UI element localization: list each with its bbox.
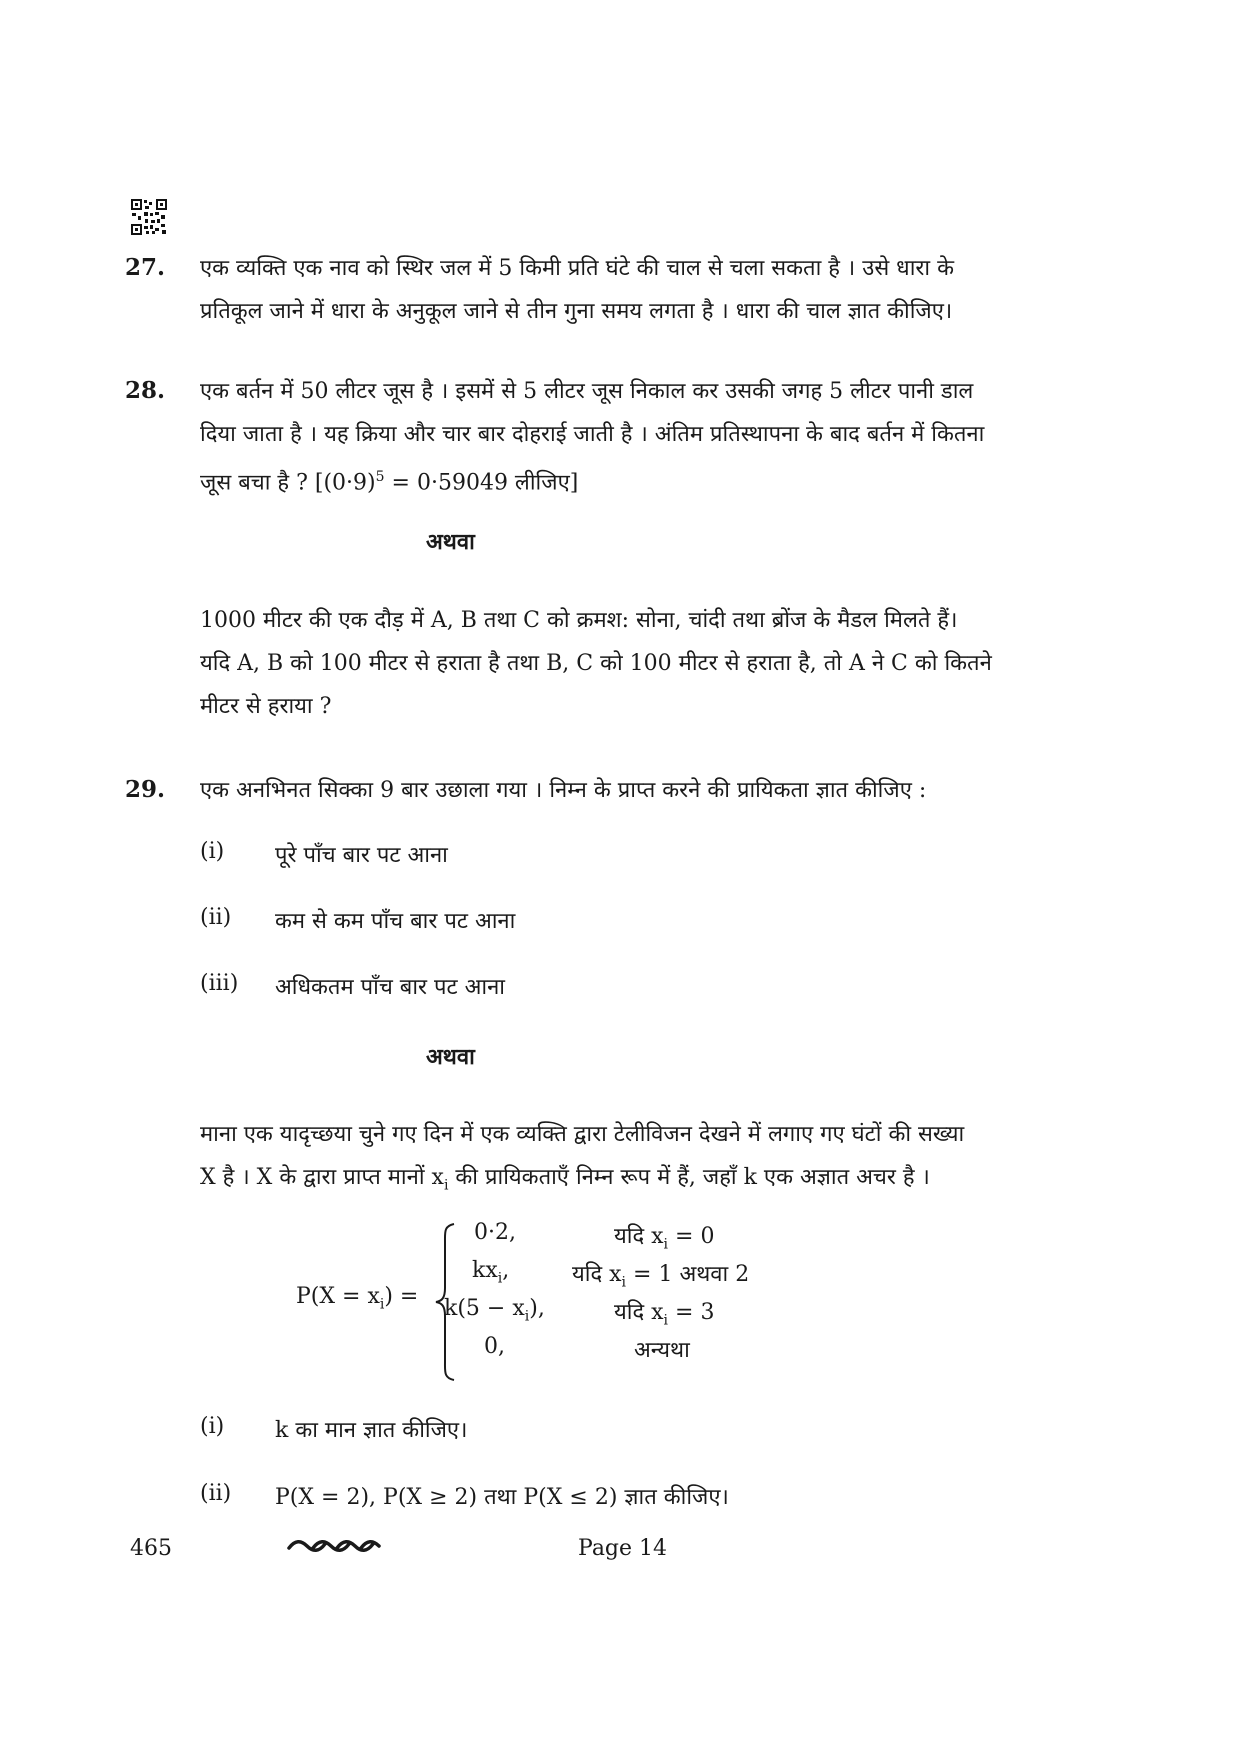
part-label-iii: (iii) (200, 971, 239, 996)
question-29-alternative-text (200, 1113, 1060, 1207)
pmf-row-2-val-sub: i (497, 1270, 503, 1287)
pmf-row-3-cond-b: = 3 (668, 1300, 715, 1325)
question-number-27: 27. (125, 254, 166, 281)
question-28-line-3-pre: जूस बचा है ? [(0·9) (200, 470, 376, 496)
question-27-line-1: एक व्यक्ति एक नाव को स्थिर जल में 5 किमी प्रति घंटे की चाल से चला सकता है । उसे धारा के (200, 256, 954, 281)
pmf-row-3-val-sub: i (524, 1308, 530, 1325)
paper-code: 465 (130, 1536, 172, 1561)
pmf-row-2-val-b: , (502, 1258, 510, 1283)
pmf-lhs (296, 1284, 418, 1312)
pmf-row-3-val-b: ), (529, 1296, 545, 1321)
page-number: Page 14 (578, 1536, 668, 1561)
alt-part-label-ii: (ii) (200, 1481, 232, 1506)
question-number-29: 29. (125, 776, 166, 803)
question-28-line-2: दिया जाता है । यह क्रिया और चार बार दोहराई जाती है । अंतिम प्रतिस्थापना के बाद बर्तन में कितना (200, 422, 985, 447)
or-heading-28: अथवा (426, 529, 475, 555)
question-28-line-3-post: = 0·59049 लीजिए] (384, 470, 579, 496)
pmf-row-2-val-a: kx (472, 1258, 498, 1283)
pmf-row-1-cond-sub: i (663, 1236, 669, 1253)
question-28-text (200, 370, 1060, 504)
part-label-i: (i) (200, 839, 225, 864)
pmf-row-1-cond-b: = 0 (668, 1224, 715, 1249)
question-28-alt-line-2: यदि A, B को 100 मीटर से हराता है तथा B, C को 100 मीटर से हराता है, तो A ने C को कितने (200, 651, 992, 676)
pmf-row-4-val-a: 0, (484, 1334, 505, 1359)
question-27-text (200, 247, 1060, 333)
pmf-row-2-cond-a: यदि x (572, 1262, 622, 1287)
pmf-row-4-cond-a: अन्यथा (634, 1338, 690, 1363)
pmf-row-2-cond-sub: i (621, 1274, 627, 1291)
pmf-row-1-condition (614, 1220, 714, 1252)
tilde-ornament-icon (285, 1534, 385, 1558)
question-28-line-1: एक बर्तन में 50 लीटर जूस है । इसमें से 5 लीटर जूस निकाल कर उसकी जगह 5 लीटर पानी डाल (200, 379, 974, 404)
alt-part-label-i: (i) (200, 1414, 225, 1439)
question-28-alternative-text (200, 599, 1060, 728)
pmf-row-4-value (484, 1334, 505, 1359)
exponent: 5 (375, 469, 385, 485)
alt-part-text-i: k का मान ज्ञात कीजिए। (275, 1418, 468, 1443)
pmf-row-1-cond-a: यदि x (614, 1224, 664, 1249)
part-label-ii: (ii) (200, 905, 232, 930)
pmf-row-2-value (472, 1258, 509, 1286)
question-29-line: एक अनभिनत सिक्का 9 बार उछाला गया । निम्न के प्राप्त करने की प्रायिकता ज्ञात कीजिए : (200, 778, 927, 803)
question-27-line-2: प्रतिकूल जाने में धारा के अनुकूल जाने से तीन गुना समय लगता है । धारा की चाल ज्ञात कीजिए। (200, 299, 953, 324)
part-text-iii: अधिकतम पाँच बार पट आना (275, 975, 505, 1000)
pmf-lhs-b: ) = (384, 1284, 419, 1309)
pmf-row-3-condition (614, 1296, 714, 1328)
question-29-alt-line-2 (200, 1156, 1060, 1207)
part-text-ii: कम से कम पाँच बार पट आना (275, 909, 516, 934)
pmf-row-3-cond-a: यदि x (614, 1300, 664, 1325)
question-28-alt-line-3: मीटर से हराया ? (200, 694, 332, 719)
alt-line-2-part-a: X है । X के द्वारा प्राप्त मानों x (200, 1165, 444, 1190)
pmf-lhs-sub: i (379, 1296, 385, 1313)
pmf-row-3-value (444, 1296, 545, 1324)
pmf-row-3-cond-sub: i (663, 1312, 669, 1329)
qr-code-icon (130, 198, 168, 236)
probability-function (296, 1218, 816, 1388)
pmf-row-2-cond-b: = 1 अथवा 2 (626, 1262, 750, 1287)
pmf-row-2-condition (572, 1258, 749, 1290)
question-28-alt-line-1: 1000 मीटर की एक दौड़ में A, B तथा C को क्रमश: सोना, चांदी तथा ब्रोंज के मैडल मिलते हैं। (200, 608, 958, 633)
question-28-line-3 (200, 456, 1060, 504)
part-text-i: पूरे पाँच बार पट आना (275, 843, 448, 868)
question-29-text (200, 769, 1060, 812)
subscript-i: i (443, 1177, 449, 1194)
alt-part-text-ii: P(X = 2), P(X ≥ 2) तथा P(X ≤ 2) ज्ञात कीजिए। (275, 1485, 729, 1510)
question-29-alt-line-1: माना एक यादृच्छया चुने गए दिन में एक व्यक्ति द्वारा टेलीविजन देखने में लगाए गए घंटों की सख्या (200, 1122, 965, 1147)
pmf-row-4-condition (634, 1334, 690, 1364)
pmf-row-1-value (474, 1220, 516, 1245)
pmf-row-1-value-text: 0·2, (474, 1220, 516, 1245)
alt-line-2-part-b: की प्रायिकताएँ निम्न रूप में हैं, जहाँ k एक अज्ञात अचर है । (448, 1165, 930, 1190)
pmf-lhs-a: P(X = x (296, 1284, 380, 1309)
pmf-row-3-val-a: k(5 − x (444, 1296, 525, 1321)
question-number-28: 28. (125, 377, 166, 404)
or-heading-29: अथवा (426, 1044, 475, 1070)
